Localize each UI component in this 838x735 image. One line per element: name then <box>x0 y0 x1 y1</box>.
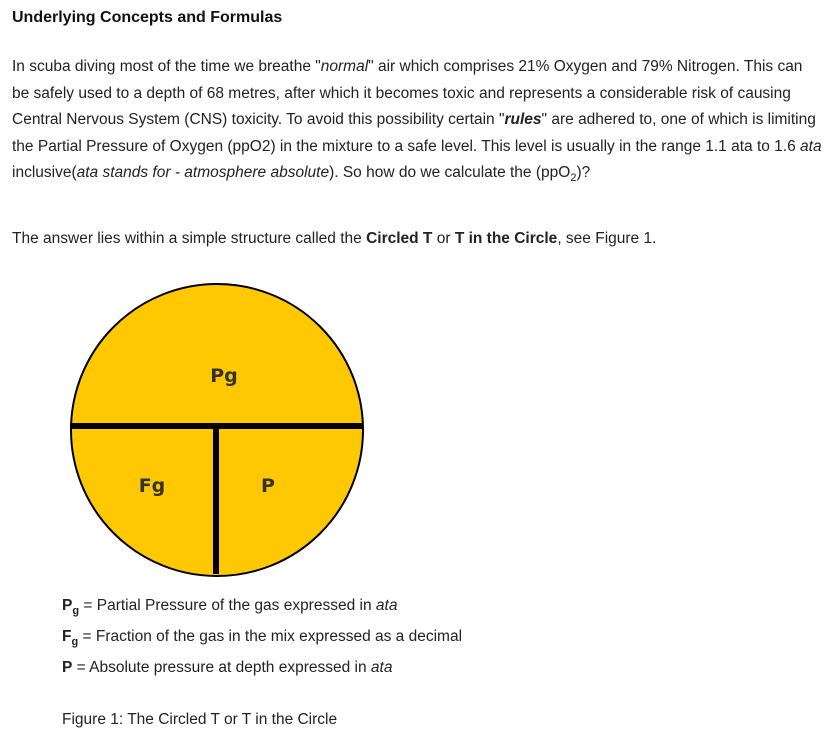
figure-caption: Figure 1: The Circled T or T in the Circle <box>62 711 338 728</box>
definition-item <box>62 621 762 652</box>
circled-t-diagram <box>64 278 374 586</box>
answer-paragraph <box>12 226 822 252</box>
definition-text: = Absolute pressure at depth expressed in <box>72 659 371 676</box>
definition-item <box>62 652 762 683</box>
definition-subscript: g <box>71 636 79 649</box>
paragraph-text: , see Figure 1. <box>557 230 657 247</box>
definition-symbol: P <box>62 597 73 614</box>
emphasis-ata: ata <box>800 137 822 155</box>
emphasis-normal: normal <box>320 58 369 75</box>
subscript-2: 2 <box>570 172 577 185</box>
bold-circled-t: Circled T <box>366 230 433 247</box>
definition-symbol: P <box>62 659 73 676</box>
definition-symbol: F <box>62 628 72 645</box>
emphasis-rules: rules <box>504 111 542 128</box>
definition-text: = Fraction of the gas in the mix expressed as a decimal <box>78 628 463 645</box>
paragraph-text: )? <box>576 164 591 181</box>
definition-unit: ata <box>375 597 398 614</box>
paragraph-text: The answer lies within a simple structure called the <box>12 230 367 247</box>
paragraph-text: " air which comprises 21% Oxygen and 79% Nitrogen. This can be safely used to a depth of 68 metres, after which it becomes toxic and represents a considerable risk of causing Central Nervous System (CNS) toxicity. To avoid this possibility certain " <box>12 58 803 128</box>
bold-t-in-circle: T in the Circle <box>454 230 558 247</box>
definition-list <box>62 590 762 683</box>
definition-item <box>62 590 762 621</box>
paragraph-text: In scuba diving most of the time we breathe " <box>12 58 321 75</box>
definition-text: = Partial Pressure of the gas expressed in <box>79 597 376 614</box>
paragraph-text: ). So how do we calculate the (ppO <box>329 164 571 181</box>
label-fraction: Fg <box>138 475 166 497</box>
intro-paragraph <box>12 54 822 187</box>
definition-subscript: g <box>72 605 80 618</box>
paragraph-text: inclusive( <box>12 164 77 181</box>
paragraph-text: or <box>432 230 455 247</box>
label-pressure: P <box>261 475 275 497</box>
section-heading: Underlying Concepts and Formulas <box>12 9 283 26</box>
emphasis-ata-note: ata stands for - atmosphere absolute <box>76 164 330 181</box>
paragraph-text: " are adhered to, one of which is limiting the Partial Pressure of Oxygen (ppO2) in the mixture to a safe level. This level is usually in the range 1.1 ata to 1.6 <box>12 111 816 155</box>
definition-unit: ata <box>370 659 393 676</box>
label-partial-pressure: Pg <box>210 365 238 387</box>
